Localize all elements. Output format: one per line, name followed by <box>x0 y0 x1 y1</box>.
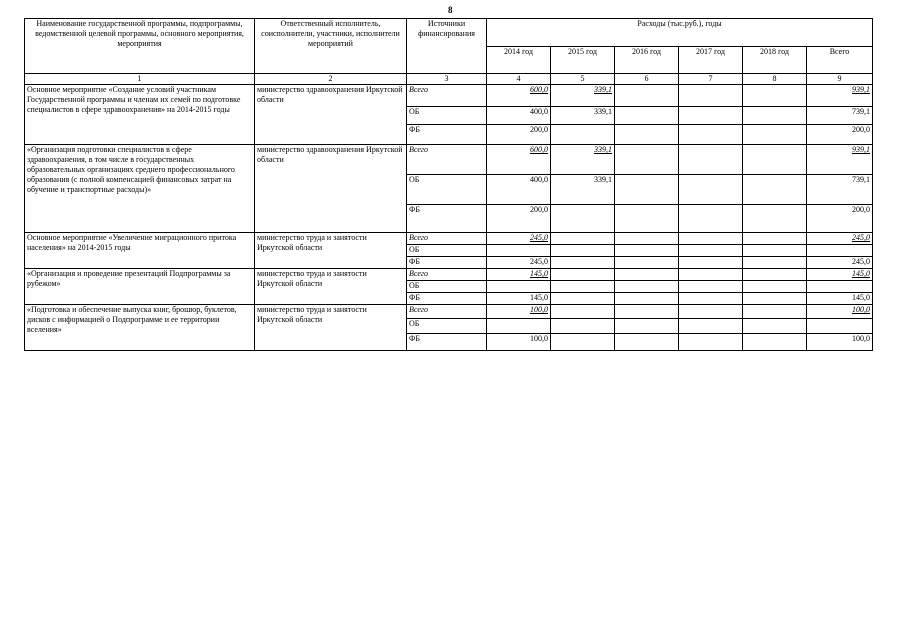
column-number: 6 <box>615 74 679 85</box>
year-value <box>743 107 807 125</box>
value-text: 100,0 <box>852 334 871 343</box>
year-value <box>679 305 743 319</box>
value-text: 145,0 <box>530 269 548 278</box>
value-text: 200,0 <box>530 125 548 134</box>
year-value <box>743 145 807 175</box>
total-value <box>807 334 873 351</box>
total-value <box>807 205 873 233</box>
year-value <box>615 85 679 107</box>
column-number: 1 <box>25 74 255 85</box>
value-text: 939,1 <box>852 145 871 154</box>
year-value <box>615 334 679 351</box>
year-value <box>551 269 615 281</box>
year-value <box>487 257 551 269</box>
value-text: 339,1 <box>594 175 612 184</box>
column-number: 9 <box>807 74 873 85</box>
year-value <box>551 145 615 175</box>
year-value <box>487 125 551 145</box>
header-source: Источники финансирования <box>407 19 487 74</box>
funding-source: ОБ <box>407 175 487 205</box>
funding-source: ФБ <box>407 205 487 233</box>
header-executor: Ответственный исполнитель, соисполнители, участники, исполнители мероприятий <box>255 19 407 74</box>
year-value <box>487 334 551 351</box>
funding-source: ФБ <box>407 293 487 305</box>
total-value <box>807 125 873 145</box>
year-value <box>551 85 615 107</box>
column-number: 5 <box>551 74 615 85</box>
year-value <box>487 269 551 281</box>
column-number: 3 <box>407 74 487 85</box>
value-text: 739,1 <box>852 175 871 184</box>
column-number: 2 <box>255 74 407 85</box>
year-value <box>615 305 679 319</box>
total-value <box>807 269 873 281</box>
column-number: 8 <box>743 74 807 85</box>
page-number: 8 <box>448 5 453 15</box>
funding-source: Всего <box>407 305 487 319</box>
column-number-row <box>25 74 873 85</box>
year-value <box>743 85 807 107</box>
year-value <box>615 233 679 245</box>
year-value <box>743 205 807 233</box>
table-row <box>25 233 873 245</box>
total-value <box>807 175 873 205</box>
year-value <box>679 334 743 351</box>
value-text: 245,0 <box>852 233 871 242</box>
year-value <box>679 125 743 145</box>
value-text: 939,1 <box>852 85 871 94</box>
activity-name: «Подготовка и обеспечение выпуска книг, брошюр, буклетов, дисков с информацией о Подпрограмме и ее территории вселения» <box>25 305 255 351</box>
value-text: 339,1 <box>594 107 612 116</box>
executor: министерство труда и занятости Иркутской области <box>255 269 407 305</box>
year-value <box>743 319 807 334</box>
activity-name: «Организация подготовки специалистов в сфере здравоохранения, в том числе в государственных образовательных организациях среднего профессионального образования (с полной компенсацией финансовых затрат на обучение и транспортные расходы)» <box>25 145 255 233</box>
year-value <box>551 257 615 269</box>
year-value <box>615 245 679 257</box>
year-value <box>615 293 679 305</box>
header-year: 2014 год <box>487 47 551 74</box>
value-text: 145,0 <box>530 293 548 302</box>
value-text: 145,0 <box>852 269 871 278</box>
year-value <box>679 269 743 281</box>
executor: министерство здравоохранения Иркутской области <box>255 145 407 233</box>
value-text: 245,0 <box>530 257 548 266</box>
total-value <box>807 281 873 293</box>
year-value <box>743 245 807 257</box>
year-value <box>551 305 615 319</box>
year-value <box>743 293 807 305</box>
year-value <box>551 334 615 351</box>
value-text: 400,0 <box>530 175 548 184</box>
funding-source: ОБ <box>407 245 487 257</box>
total-value <box>807 293 873 305</box>
year-value <box>487 319 551 334</box>
year-value <box>679 85 743 107</box>
year-value <box>487 145 551 175</box>
year-value <box>743 305 807 319</box>
year-value <box>615 145 679 175</box>
value-text: 200,0 <box>852 125 871 134</box>
funding-source: ОБ <box>407 107 487 125</box>
year-value <box>551 205 615 233</box>
year-value <box>551 107 615 125</box>
year-value <box>679 293 743 305</box>
value-text: 200,0 <box>530 205 548 214</box>
funding-source: ФБ <box>407 125 487 145</box>
value-text: 245,0 <box>530 233 548 242</box>
year-value <box>487 245 551 257</box>
executor: министерство здравоохранения Иркутской области <box>255 85 407 145</box>
year-value <box>679 145 743 175</box>
total-value <box>807 145 873 175</box>
header-year: 2017 год <box>679 47 743 74</box>
year-value <box>679 245 743 257</box>
year-value <box>679 107 743 125</box>
total-value <box>807 245 873 257</box>
total-value <box>807 257 873 269</box>
year-value <box>487 175 551 205</box>
header-expenses: Расходы (тыс.руб.), годы <box>487 19 873 47</box>
total-value <box>807 85 873 107</box>
year-value <box>551 233 615 245</box>
header-year: 2016 год <box>615 47 679 74</box>
header-name: Наименование государственной программы, подпрограммы, ведомственной целевой программы, основного мероприятия, мероприятия <box>25 19 255 74</box>
year-value <box>487 233 551 245</box>
year-value <box>679 257 743 269</box>
year-value <box>743 233 807 245</box>
year-value <box>487 293 551 305</box>
year-value <box>615 319 679 334</box>
year-value <box>551 281 615 293</box>
value-text: 739,1 <box>852 107 871 116</box>
activity-name: «Организация и проведение презентаций Подпрограммы за рубежом» <box>25 269 255 305</box>
funding-source: Всего <box>407 233 487 245</box>
year-value <box>743 281 807 293</box>
value-text: 100,0 <box>530 334 548 343</box>
year-value <box>615 269 679 281</box>
header-year: 2015 год <box>551 47 615 74</box>
year-value <box>551 319 615 334</box>
year-value <box>487 205 551 233</box>
year-value <box>487 107 551 125</box>
year-value <box>615 257 679 269</box>
total-value <box>807 319 873 334</box>
table-row <box>25 305 873 319</box>
year-value <box>615 281 679 293</box>
budget-table <box>24 18 873 351</box>
value-text: 339,1 <box>594 145 612 154</box>
table-body <box>25 85 873 351</box>
funding-source: ФБ <box>407 334 487 351</box>
year-value <box>743 125 807 145</box>
header-year: 2018 год <box>743 47 807 74</box>
total-value <box>807 305 873 319</box>
year-value <box>679 319 743 334</box>
year-value <box>487 305 551 319</box>
year-value <box>487 281 551 293</box>
total-value <box>807 107 873 125</box>
funding-source: Всего <box>407 145 487 175</box>
value-text: 200,0 <box>852 205 871 214</box>
funding-source: Всего <box>407 269 487 281</box>
value-text: 600,0 <box>530 145 548 154</box>
year-value <box>487 85 551 107</box>
funding-source: ФБ <box>407 257 487 269</box>
executor: министерство труда и занятости Иркутской области <box>255 305 407 351</box>
year-value <box>551 125 615 145</box>
header-total: Всего <box>807 47 873 74</box>
table-row <box>25 85 873 107</box>
year-value <box>615 205 679 233</box>
year-value <box>551 245 615 257</box>
value-text: 100,0 <box>530 305 548 314</box>
year-value <box>615 175 679 205</box>
value-text: 100,0 <box>852 305 871 314</box>
table-row <box>25 145 873 175</box>
year-value <box>615 107 679 125</box>
activity-name: Основное мероприятие «Увеличение миграционного притока населения» на 2014-2015 годы <box>25 233 255 269</box>
year-value <box>743 269 807 281</box>
column-number: 7 <box>679 74 743 85</box>
funding-source: ОБ <box>407 281 487 293</box>
year-value <box>743 257 807 269</box>
year-value <box>551 175 615 205</box>
value-text: 600,0 <box>530 85 548 94</box>
year-value <box>551 293 615 305</box>
executor: министерство труда и занятости Иркутской области <box>255 233 407 269</box>
column-number: 4 <box>487 74 551 85</box>
year-value <box>679 233 743 245</box>
year-value <box>743 175 807 205</box>
year-value <box>615 125 679 145</box>
value-text: 400,0 <box>530 107 548 116</box>
value-text: 245,0 <box>852 257 871 266</box>
activity-name: Основное мероприятие «Создание условий участникам Государственной программы и членам их семей по подготовке специалистов в сфере здравоохранения» на 2014-2015 годы <box>25 85 255 145</box>
year-value <box>743 334 807 351</box>
value-text: 339,1 <box>594 85 612 94</box>
year-value <box>679 205 743 233</box>
table-row <box>25 269 873 281</box>
funding-source: Всего <box>407 85 487 107</box>
year-value <box>679 175 743 205</box>
funding-source: ОБ <box>407 319 487 334</box>
value-text: 145,0 <box>852 293 871 302</box>
year-value <box>679 281 743 293</box>
total-value <box>807 233 873 245</box>
